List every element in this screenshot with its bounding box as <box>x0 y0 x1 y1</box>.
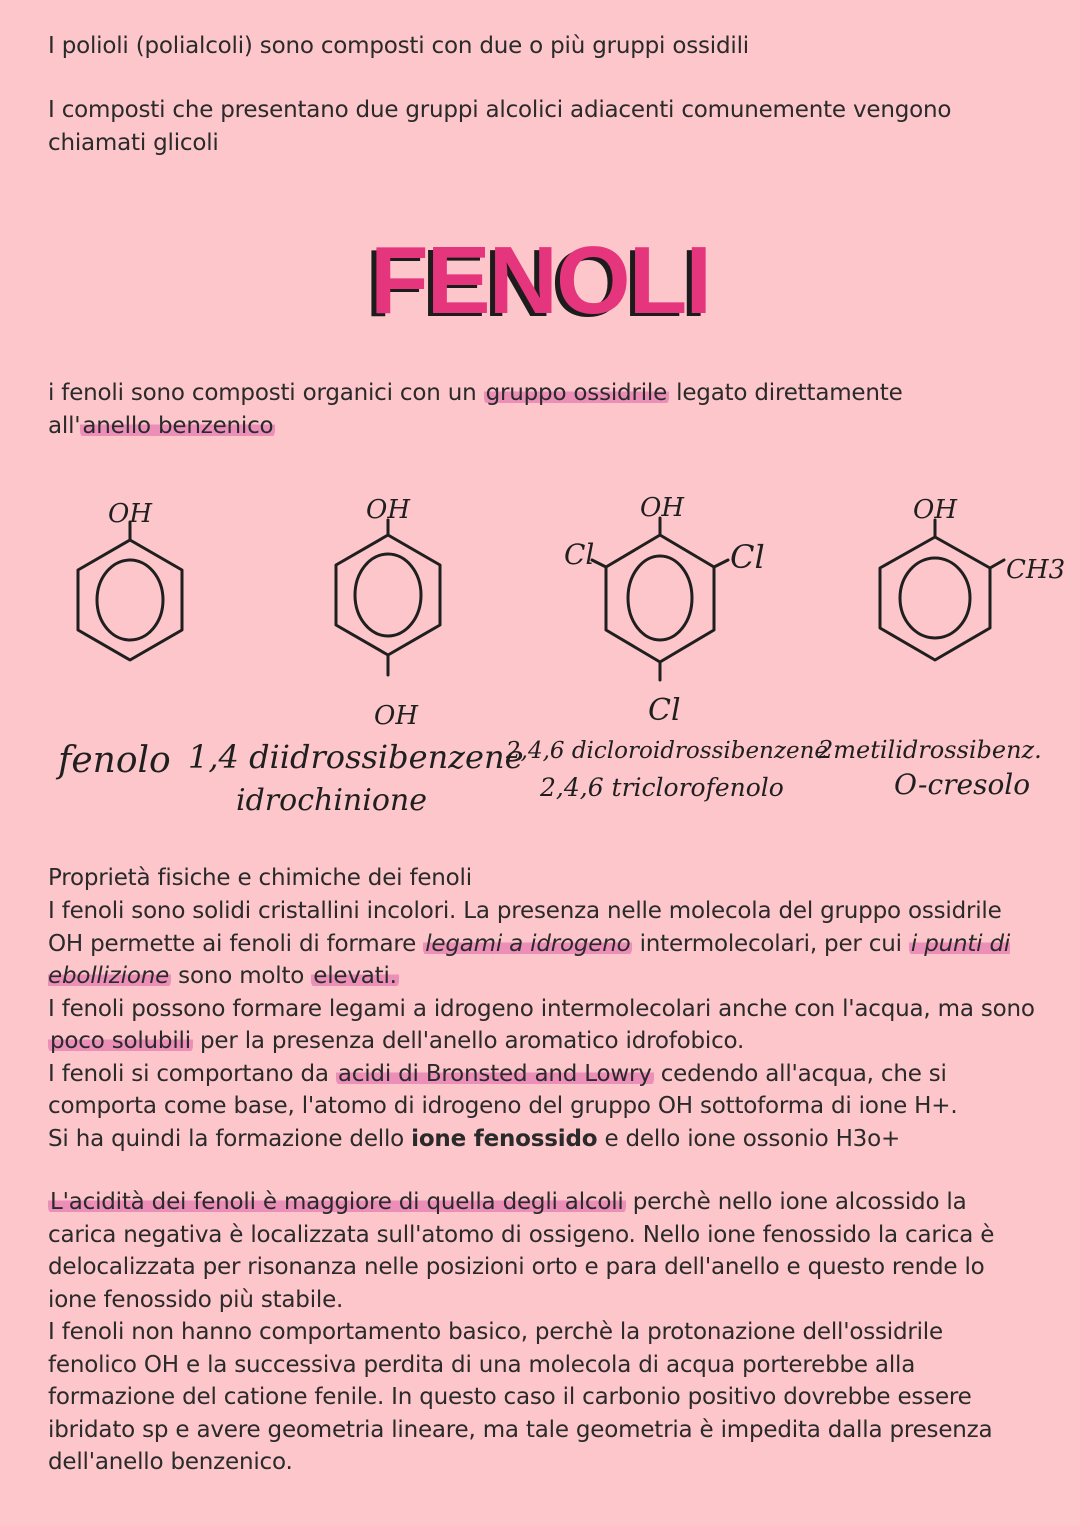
phenol-ring <box>78 522 182 660</box>
intro-line-2: I composti che presentano due gruppi alcolici adiacenti comunemente vengono chiamati glicoli <box>48 97 952 156</box>
definition <box>48 377 948 442</box>
definition-highlight-2: anello benzenico <box>82 412 274 439</box>
s4-oh-label: OH <box>913 495 957 525</box>
p2-highlight-solubility: poco solubili <box>50 1028 191 1054</box>
p1-text-c: sono molto <box>171 963 312 989</box>
hydroquinone-ring <box>336 520 440 675</box>
s1-oh-label: OH <box>108 499 152 529</box>
s4-name-2: O-cresolo <box>894 768 1031 801</box>
s4-name-1: 2metilidrossibenz. <box>818 736 1042 764</box>
basicity-text: I fenoli non hanno comportamento basico, perchè la protonazione dell'ossidrile fenolico OH e la successiva perdita di una molecola di acqua porterebbe alla formazione del catione fenile. In questo caso il carbonio positivo dovrebbe essere ibridato sp e avere geometria lineare, ma tale geometria è impedita dalla presenza dell'anello benzenico. <box>48 1319 993 1475</box>
o-cresol-ring <box>880 520 1004 660</box>
phenol-structures-diagram <box>0 480 1080 825</box>
properties-body <box>48 895 1043 1155</box>
s3-name-2: 2,4,6 triclorofenolo <box>540 773 784 802</box>
s2-oh-bottom-label: OH <box>374 701 418 731</box>
s3-cl-right-label: Cl <box>730 538 765 576</box>
acidity-text: perchè nello ione alcossido la carica negativa è localizzata sull'atomo di ossigeno. Nello ione fenossido la carica è delocalizzata per risonanza nelle posizioni orto e para dell'anello e questo rende lo ione fenossido più stabile. <box>48 1189 995 1313</box>
definition-text-2: legato direttamente all' <box>48 380 903 439</box>
p1-highlight-hydrogen-bonds: legami a idrogeno <box>425 930 631 957</box>
p1-highlight-boiling-points: i punti di ebollizione <box>48 930 1011 989</box>
s3-cl-bottom-label: Cl <box>648 693 681 728</box>
p3-text-a: I fenoli si comportano da <box>48 1060 336 1087</box>
p1-highlight-elevated: elevati. <box>313 963 397 989</box>
p4-text-a: Si ha quindi la formazione dello <box>48 1125 412 1152</box>
acidity-highlight: L'acidità dei fenoli è maggiore di quella degli alcoli <box>50 1189 624 1215</box>
s3-cl-left-label: Cl <box>564 538 595 571</box>
s2-oh-top-label: OH <box>366 495 410 525</box>
s3-oh-label: OH <box>640 493 684 523</box>
acidity-body <box>48 1186 1033 1479</box>
p3-text-b: cedendo all'acqua, che si comporta come base, l'atomo di idrogeno del gruppo OH sottoforma di ione H+. <box>48 1060 958 1119</box>
trichlorophenol-ring <box>592 518 728 680</box>
p2-text-a: I fenoli possono formare legami a idrogeno intermolecolari anche con l'acqua, ma sono <box>48 995 1035 1022</box>
p4-bold-phenoxide: ione fenossido <box>411 1125 598 1152</box>
p4-text-b: e dello ione ossonio H3o+ <box>597 1125 901 1152</box>
p1-text-b: intermolecolari, per cui <box>632 930 909 957</box>
definition-highlight-1: gruppo ossidrile <box>485 380 668 406</box>
definition-text-1: i fenoli sono composti organici con un <box>48 380 484 406</box>
s4-ch3-label: CH3 <box>1006 555 1066 585</box>
p3-highlight-bronsted: acidi di Bronsted and Lowry <box>337 1060 652 1087</box>
s1-name: fenolo <box>58 740 171 781</box>
properties-heading: Proprietà fisiche e chimiche dei fenoli <box>48 865 472 891</box>
page-title: FENOLI <box>370 227 710 334</box>
intro-line-1: I polioli (polialcoli) sono composti con due o più gruppi ossidili <box>48 33 749 59</box>
s3-name-1: 2,4,6 dicloroidrossibenzene <box>506 738 829 764</box>
s2-name-1: 1,4 diidrossibenzene <box>188 738 524 776</box>
p1-text-a: I fenoli sono solidi cristallini incolori. La presenza nelle molecola del gruppo ossidrile OH permette ai fenoli di formare <box>48 898 1002 957</box>
p2-text-b: per la presenza dell'anello aromatico idrofobico. <box>192 1028 745 1054</box>
s2-name-2: idrochinione <box>236 783 427 818</box>
